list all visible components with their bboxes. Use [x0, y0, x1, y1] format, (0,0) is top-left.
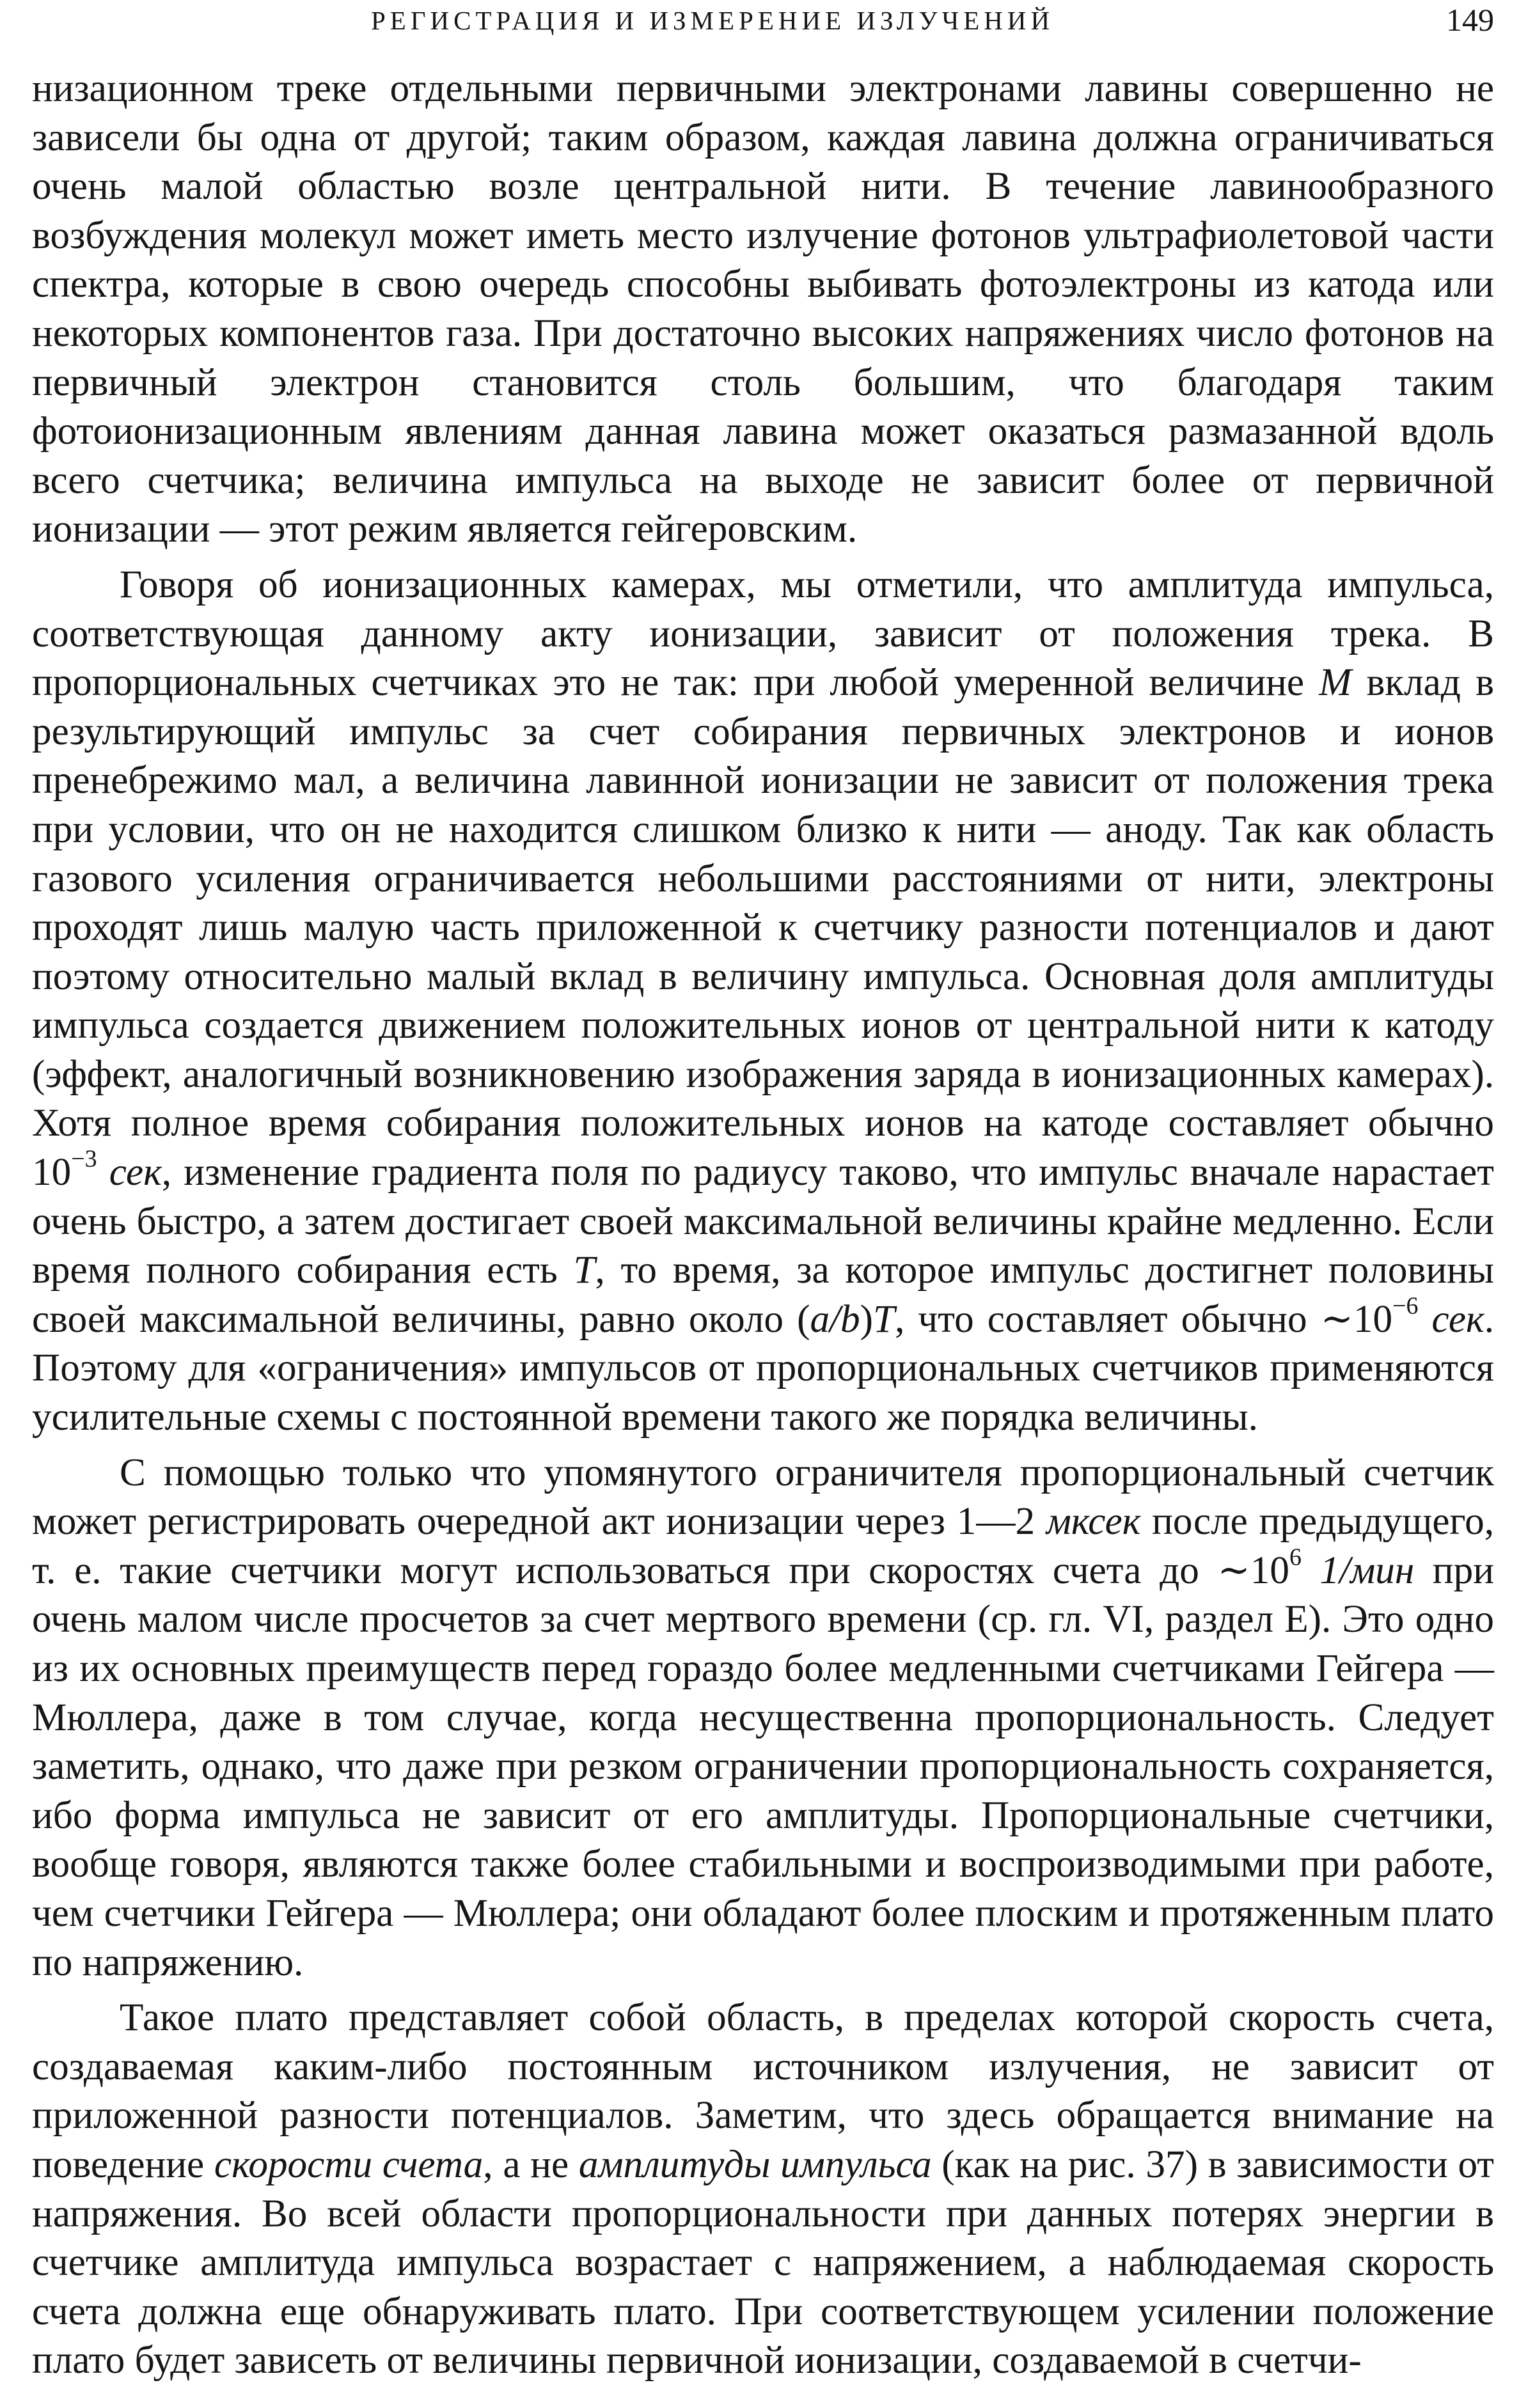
math-variable: a/b — [810, 1297, 860, 1341]
text-run: Говоря об ионизационных камерах, мы отметили, что амплитуда импульса, соответствующая данному акту ионизации, зависит от положения трека. В пропорциональных счетчиках это не так: при любой умеренной величине — [32, 562, 1494, 705]
exponent: −3 — [71, 1145, 97, 1173]
exponent: −6 — [1392, 1292, 1419, 1320]
running-title: РЕГИСТРАЦИЯ И ИЗМЕРЕНИЕ ИЗЛУЧЕНИЙ — [371, 6, 1055, 35]
text-run: после предыдущего, т. е. такие счетчики могут использоваться при скоростях счета до ∼10 — [32, 1499, 1494, 1592]
text-run: С помощью только что упомянутого ограничителя пропорциональный счетчик может регистрировать очередной акт ионизации через 1—2 — [32, 1450, 1494, 1544]
page-header — [32, 0, 1494, 64]
body-text — [32, 64, 1494, 2385]
emphasis: скорости счета — [214, 2142, 484, 2186]
text-run: Такое плато представляет собой область, в пределах которой скорость счета, создаваемая каким-либо постоянным источником излучения, не зависит от приложенной разности потенциалов. Заметим, что здесь обращается внимание на поведение — [32, 1996, 1494, 2186]
unit: 1/мин — [1319, 1548, 1415, 1592]
text-run: вклад в результирующий импульс за счет собирания первичных электронов и ионов пренебрежимо мал, а величина лавинной ионизации не зависит от положения трека при условии, что он не находится слишком близко к нити — аноду. Так как область газового усиления ограничивается небольшими расстояниями от нити, электроны проходят лишь малую часть приложенной к счетчику разности потенциалов и дают поэтому относительно малый вклад в величину импульса. Основная доля амплитуды импульса создается движением положительных ионов от центральной нити к катоду (эффект, аналогичный возникновению изображения заряда в ионизационных камерах). Хотя полное время собирания положительных ионов на катоде составляет обычно 10 — [32, 661, 1494, 1194]
unit: сек — [109, 1150, 162, 1194]
text-run: , что составляет обычно ∼10 — [895, 1297, 1393, 1341]
paragraph-1: низационном треке отдельными первичными электронами лавины совершенно не зависели бы одна от другой; таким образом, каждая лавина должна ограничиваться очень малой областью возле центральной нити. В течение лавинообразного возбуждения молекул может иметь место излучение фотонов ультрафиолетовой части спектра, которые в свою очередь способны выбивать фотоэлектроны из катода или некоторых компонентов газа. При достаточно высоких напряжениях число фотонов на первичный электрон становится столь большим, что благодаря таким фотоионизационным явлениям данная лавина может оказаться размазанной вдоль всего счетчика; величина импульса на выходе не зависит более от первичной ионизации — этот режим является гейгеровским. — [32, 66, 1494, 551]
emphasis: амплитуды импульса — [578, 2142, 932, 2186]
text-run: (как на рис. 37) в зависимости от напряжения. Во всей области пропорциональности при данных потерях энергии в счетчике амплитуда импульса возрастает с напряжением, а наблюдаемая скорость счета должна еще обнаруживать плато. При соответствующем усилении положение плато будет зависеть от величины первичной ионизации, создаваемой в счетчи- — [32, 2142, 1494, 2382]
math-variable: T — [573, 1248, 595, 1292]
unit: сек — [1431, 1297, 1484, 1341]
text-run: при очень малом числе просчетов за счет мертвого времени (ср. гл. VI, раздел Е). Это одно из их основных преимуществ перед гораздо более медленными счетчиками Гейгера — Мюллера, даже в том случае, когда несущественна пропорциональность. Следует заметить, однако, что даже при резком ограничении пропорциональность сохраняется, ибо форма импульса не зависит от его амплитуды. Пропорциональные счетчики, вообще говоря, являются также более стабильными и воспроизводимыми при работе, чем счетчики Гейгера — Мюллера; они обладают более плоским и протяженным плато по напряжению. — [32, 1548, 1495, 1984]
unit: мксек — [1046, 1499, 1141, 1544]
text-run: , а не — [483, 2142, 579, 2186]
text-run: . Поэтому для «ограничения» импульсов от пропорциональных счетчиков применяются усилительные схемы с постоянной времени такого же порядка величины. — [32, 1297, 1494, 1439]
text-run: , то время, за которое импульс достигнет половины своей максимальной величины, равно около ( — [32, 1248, 1494, 1341]
exponent: 6 — [1289, 1544, 1302, 1571]
paragraph-2 — [32, 560, 1494, 1442]
text-run: ) — [860, 1297, 874, 1341]
paragraph-4 — [32, 1993, 1494, 2385]
paragraph-3 — [32, 1448, 1494, 1987]
math-variable: M — [1319, 661, 1352, 705]
text-run: , изменение градиента поля по радиусу таково, что импульс вначале нарастает очень быстро, а затем достигает своей максимальной величины крайне медленно. Если время полного собирания есть — [32, 1150, 1495, 1292]
book-page — [32, 0, 1494, 2385]
page-number: 149 — [1446, 2, 1494, 38]
math-variable: T — [873, 1297, 895, 1341]
